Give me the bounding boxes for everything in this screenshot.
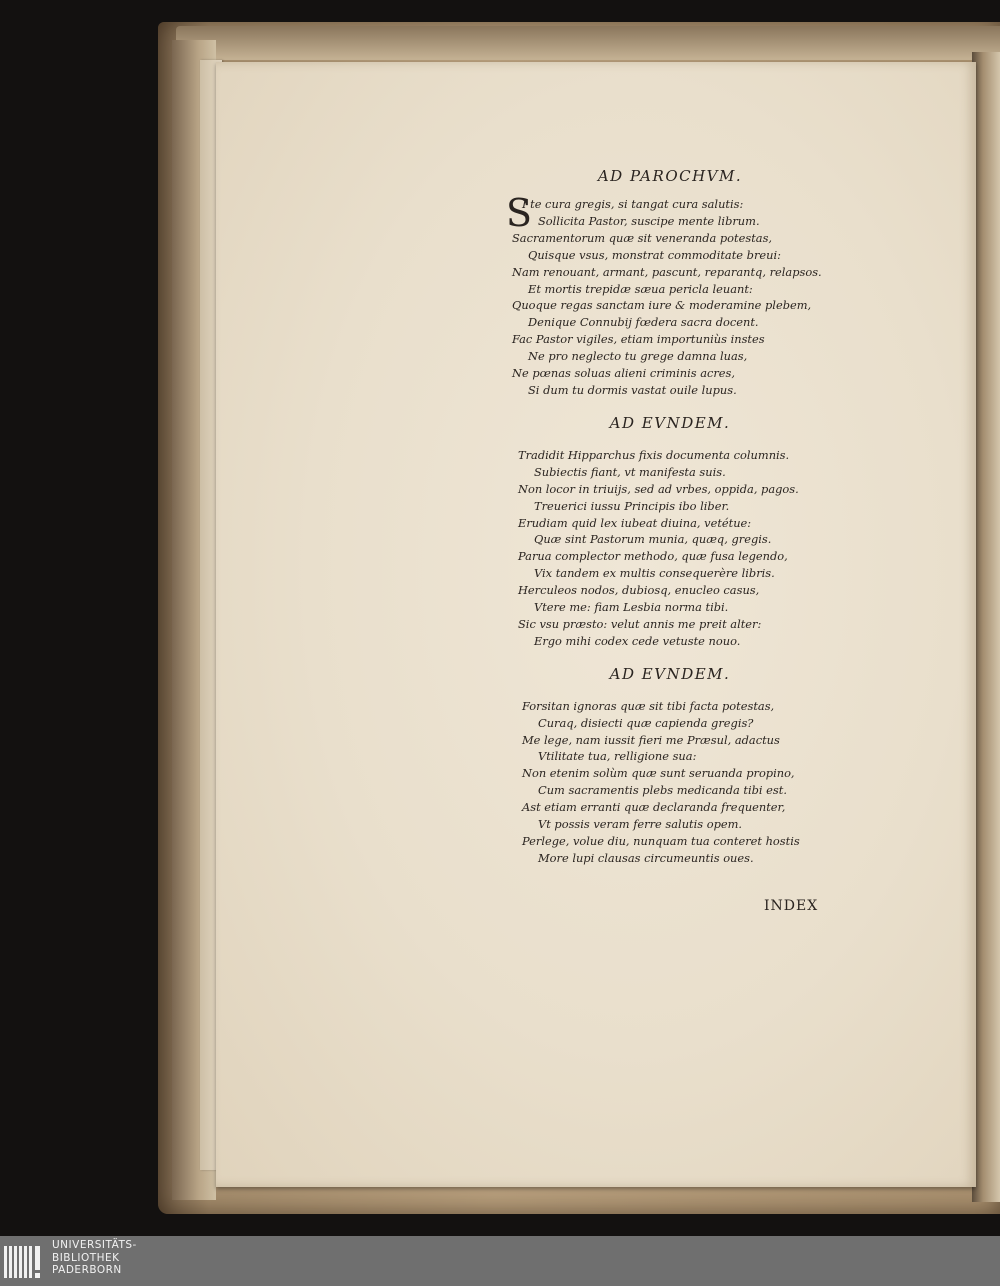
poem-line: Parua complector methodo, quæ fusa legendo, — [518, 549, 788, 564]
library-logo-text — [52, 1239, 137, 1277]
logo-line: PADERBORN — [52, 1264, 122, 1276]
poem-line: Ast etiam erranti quæ declaranda frequenter, — [522, 800, 786, 815]
poem-line: More lupi clausas circumeuntis oues. — [538, 850, 754, 865]
poem-line: Erudiam quid lex iubeat diuina, vetétue: — [518, 515, 752, 530]
poem-line: Ne pro neglecto tu grege damna luas, — [528, 349, 748, 364]
poem-line: Quæ sint Pastorum munia, quæq, gregis. — [534, 532, 772, 547]
poem-line: Et mortis trepidæ sæua pericla leuant: — [528, 281, 753, 296]
logo-line: BIBLIOTHEK — [52, 1251, 120, 1264]
poem-ad-eundem-1 — [500, 413, 840, 650]
cover-top-edge — [176, 26, 1000, 60]
poem-line: Subiectis fiant, vt manifesta suis. — [534, 464, 726, 479]
poem-line: Perlege, volue diu, nunquam tua conteret hostis — [522, 834, 800, 848]
poem-line: Denique Connubij fœdera sacra docent. — [528, 315, 759, 330]
poem-line: Ne pœnas soluas alieni criminis acres, — [512, 366, 736, 381]
poem-line: Herculeos nodos, dubiosq, enucleo casus, — [518, 583, 760, 598]
poem-line: Vtilitate tua, relligione sua: — [538, 749, 697, 764]
poem-line: Treuerici iussu Principis ibo liber. — [534, 498, 730, 513]
poem-line: Sollicita Pastor, suscipe mente librum. — [538, 213, 760, 228]
poem-heading: AD EVNDEM. — [609, 664, 731, 683]
poem-lines — [500, 230, 840, 399]
poem-line: Cum sacramentis plebs medicanda tibi est. — [538, 783, 787, 798]
poem-line: Vt possis veram ferre salutis opem. — [538, 817, 743, 832]
poem-line: Ergo mihi codex cede vetuste nouo. — [534, 633, 741, 648]
logo-line: UNIVERSITÄTS- — [52, 1239, 137, 1251]
poem-line: Sacramentorum quæ sit veneranda potestas, — [512, 230, 773, 245]
poem-line: Forsitan ignoras quæ sit tibi facta potestas, — [522, 698, 775, 713]
catchword: INDEX — [764, 898, 819, 914]
poem-line: Non etenim solùm quæ sunt seruanda propino, — [522, 766, 795, 781]
drop-cap: S — [506, 191, 533, 235]
library-logo-icon — [4, 1242, 44, 1282]
poem-line: Fac Pastor vigiles, etiam importuniùs instes — [512, 332, 765, 347]
poem-lines — [500, 698, 840, 867]
footer-bar — [0, 1236, 1000, 1286]
poem-line: Tradidit Hipparchus fixis documenta columnis. — [518, 447, 790, 462]
poem-line: Quisque vsus, monstrat commoditate breui: — [528, 247, 781, 262]
poem-line: Vtere me: fiam Lesbia norma tibi. — [534, 600, 729, 615]
poem-lines — [500, 191, 840, 235]
poem-line: Quoque regas sanctam iure & moderamine plebem, — [512, 298, 812, 313]
poem-line: Non locor in triuijs, sed ad vrbes, oppida, pagos. — [518, 481, 799, 496]
poem-ad-parochum — [500, 166, 840, 399]
poem-line: Sic vsu præsto: velut annis me preit alter: — [518, 616, 762, 631]
page-right-edge — [972, 52, 1000, 1202]
poem-heading: AD PAROCHVM. — [597, 167, 743, 185]
poem-line: Vix tandem ex multis consequerère libris. — [534, 566, 775, 581]
poem-lines — [500, 447, 840, 650]
poem-line: Curaq, disiecti quæ capienda gregis? — [538, 715, 754, 730]
poem-heading: AD EVNDEM. — [609, 413, 731, 432]
poem-ad-eundem-2 — [500, 664, 840, 867]
poem-text-block — [500, 166, 840, 867]
poem-line: Si dum tu dormis vastat ouile lupus. — [528, 382, 737, 397]
poem-line: Me lege, nam iussit fieri me Præsul, adactus — [522, 732, 780, 747]
poem-line: Nam renouant, armant, pascunt, reparantq, relapsos. — [512, 264, 822, 279]
poem-line: I te cura gregis, si tangat cura salutis: — [522, 197, 744, 211]
